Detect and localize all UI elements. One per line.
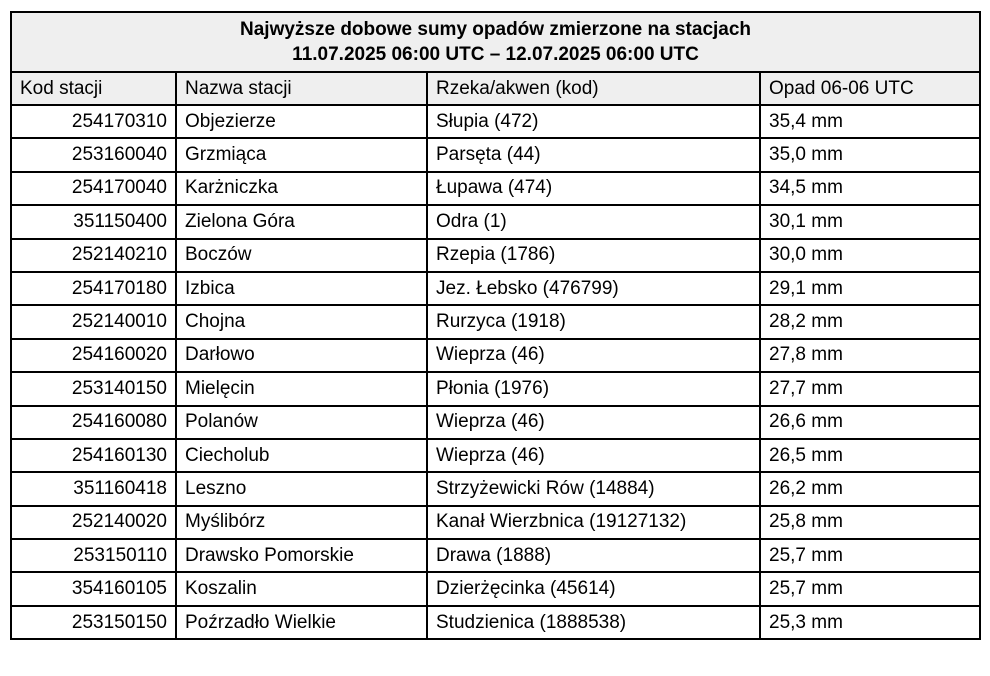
table-row xyxy=(11,239,980,272)
table-row xyxy=(11,138,980,171)
cell-river: Strzyżewicki Rów (14884) xyxy=(427,472,760,505)
cell-river: Studzienica (1888538) xyxy=(427,606,760,639)
table-row xyxy=(11,172,980,205)
cell-station-code: 254160080 xyxy=(11,406,176,439)
table-row xyxy=(11,606,980,639)
cell-precipitation: 25,7 mm xyxy=(760,539,980,572)
cell-precipitation: 26,2 mm xyxy=(760,472,980,505)
cell-station-name: Mielęcin xyxy=(176,372,427,405)
table-body xyxy=(11,105,980,639)
cell-station-code: 253140150 xyxy=(11,372,176,405)
cell-river: Jez. Łebsko (476799) xyxy=(427,272,760,305)
cell-station-name: Boczów xyxy=(176,239,427,272)
cell-precipitation: 27,7 mm xyxy=(760,372,980,405)
cell-station-name: Koszalin xyxy=(176,572,427,605)
cell-station-name: Darłowo xyxy=(176,339,427,372)
header-value: Opad 06-06 UTC xyxy=(760,72,980,105)
table-row xyxy=(11,472,980,505)
cell-station-code: 254170180 xyxy=(11,272,176,305)
cell-river: Wieprza (46) xyxy=(427,406,760,439)
cell-precipitation: 35,0 mm xyxy=(760,138,980,171)
table-row xyxy=(11,372,980,405)
header-name: Nazwa stacji xyxy=(176,72,427,105)
title-line-1: Najwyższe dobowe sumy opadów zmierzone na stacjach xyxy=(240,19,752,40)
cell-river: Wieprza (46) xyxy=(427,339,760,372)
header-code: Kod stacji xyxy=(11,72,176,105)
cell-station-code: 254160130 xyxy=(11,439,176,472)
cell-station-code: 254170040 xyxy=(11,172,176,205)
cell-station-code: 354160105 xyxy=(11,572,176,605)
table-row xyxy=(11,539,980,572)
table-row xyxy=(11,339,980,372)
title-line-2: 11.07.2025 06:00 UTC – 12.07.2025 06:00 UTC xyxy=(292,44,699,65)
cell-river: Łupawa (474) xyxy=(427,172,760,205)
header-river: Rzeka/akwen (kod) xyxy=(427,72,760,105)
table-title xyxy=(11,12,980,72)
cell-river: Płonia (1976) xyxy=(427,372,760,405)
table-row xyxy=(11,506,980,539)
cell-station-code: 351150400 xyxy=(11,205,176,238)
cell-station-name: Chojna xyxy=(176,305,427,338)
cell-precipitation: 25,8 mm xyxy=(760,506,980,539)
cell-precipitation: 30,1 mm xyxy=(760,205,980,238)
cell-precipitation: 35,4 mm xyxy=(760,105,980,138)
cell-station-name: Leszno xyxy=(176,472,427,505)
cell-precipitation: 28,2 mm xyxy=(760,305,980,338)
table-row xyxy=(11,572,980,605)
table-row xyxy=(11,406,980,439)
cell-station-name: Polanów xyxy=(176,406,427,439)
table-row xyxy=(11,272,980,305)
cell-station-code: 252140210 xyxy=(11,239,176,272)
cell-station-code: 252140010 xyxy=(11,305,176,338)
cell-precipitation: 25,7 mm xyxy=(760,572,980,605)
cell-station-code: 253150110 xyxy=(11,539,176,572)
cell-station-name: Objezierze xyxy=(176,105,427,138)
cell-station-name: Ciecholub xyxy=(176,439,427,472)
cell-station-code: 252140020 xyxy=(11,506,176,539)
cell-station-code: 351160418 xyxy=(11,472,176,505)
table-row xyxy=(11,439,980,472)
cell-river: Wieprza (46) xyxy=(427,439,760,472)
title-row xyxy=(11,12,980,72)
cell-station-name: Izbica xyxy=(176,272,427,305)
cell-river: Parsęta (44) xyxy=(427,138,760,171)
cell-station-name: Myślibórz xyxy=(176,506,427,539)
cell-precipitation: 30,0 mm xyxy=(760,239,980,272)
cell-river: Kanał Wierzbnica (19127132) xyxy=(427,506,760,539)
table-row xyxy=(11,105,980,138)
cell-precipitation: 26,5 mm xyxy=(760,439,980,472)
cell-station-code: 254160020 xyxy=(11,339,176,372)
cell-precipitation: 34,5 mm xyxy=(760,172,980,205)
cell-river: Dzierżęcinka (45614) xyxy=(427,572,760,605)
header-row xyxy=(11,72,980,105)
cell-station-name: Drawsko Pomorskie xyxy=(176,539,427,572)
cell-river: Rurzyca (1918) xyxy=(427,305,760,338)
cell-station-code: 253160040 xyxy=(11,138,176,171)
precipitation-table-container xyxy=(10,11,979,640)
precipitation-table xyxy=(10,11,981,640)
cell-station-name: Grzmiąca xyxy=(176,138,427,171)
cell-river: Odra (1) xyxy=(427,205,760,238)
cell-station-name: Karżniczka xyxy=(176,172,427,205)
cell-river: Rzepia (1786) xyxy=(427,239,760,272)
cell-station-code: 253150150 xyxy=(11,606,176,639)
cell-precipitation: 26,6 mm xyxy=(760,406,980,439)
cell-precipitation: 25,3 mm xyxy=(760,606,980,639)
cell-river: Słupia (472) xyxy=(427,105,760,138)
cell-station-code: 254170310 xyxy=(11,105,176,138)
table-row xyxy=(11,205,980,238)
cell-station-name: Zielona Góra xyxy=(176,205,427,238)
cell-precipitation: 29,1 mm xyxy=(760,272,980,305)
cell-river: Drawa (1888) xyxy=(427,539,760,572)
cell-station-name: Poźrzadło Wielkie xyxy=(176,606,427,639)
cell-precipitation: 27,8 mm xyxy=(760,339,980,372)
table-row xyxy=(11,305,980,338)
